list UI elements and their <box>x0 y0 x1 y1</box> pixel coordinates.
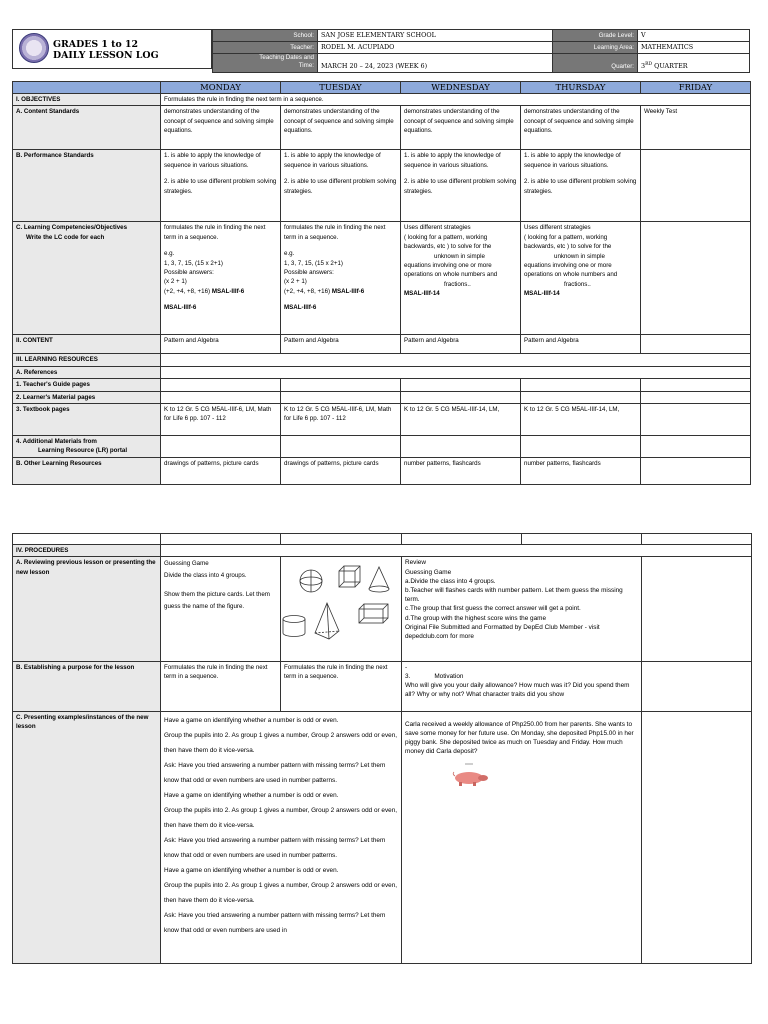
day-tuesday: TUESDAY <box>281 82 401 94</box>
other-resources-row <box>13 457 751 484</box>
competencies-label-line-1: C. Learning Competencies/Objectives <box>16 224 128 232</box>
motivation-question: Who will give you your daily allowance? How much was it? Did you spend them all? Why or why not? What character traits did you show <box>405 682 630 699</box>
deped-seal-icon <box>19 33 49 63</box>
school-label: School: <box>213 30 318 42</box>
textbook-wednesday: K to 12 Gr. 5 CG M5AL-IIIf-14, LM, <box>401 404 521 436</box>
competency-eg: e.g. <box>164 250 175 258</box>
content-monday: Pattern and Algebra <box>161 335 281 354</box>
purpose-friday <box>642 661 752 711</box>
day-thursday: THURSDAY <box>521 82 641 94</box>
title-line-1: GRADES 1 to 12 <box>53 39 139 50</box>
competencies-label-line-2: Write the LC code for each <box>26 233 105 241</box>
competency-answer-2-text: (+2, +4, +8, +16) <box>284 287 332 295</box>
cylinder-icon <box>283 616 305 637</box>
objectives-table <box>12 81 751 485</box>
competency-answer-2 <box>284 287 397 296</box>
additional-materials-line-2: Learning Resource (LR) portal <box>38 447 128 455</box>
competency-answer-1: (x 2 + 1) <box>284 278 307 286</box>
purpose-wednesday-thursday <box>402 661 642 711</box>
review-tuesday-figures <box>281 557 402 661</box>
dates-value: MARCH 20 – 24, 2023 (WEEK 6) <box>318 54 553 73</box>
motivation-heading <box>405 672 638 681</box>
quarter-word: QUARTER <box>652 62 688 70</box>
competencies-friday <box>641 222 751 335</box>
presenting-examples-row <box>13 711 752 963</box>
content-label: II. CONTENT <box>13 335 161 354</box>
content-thursday: Pattern and Algebra <box>521 335 641 354</box>
presenting-examples-wednesday-thursday <box>402 711 642 963</box>
competencies-wednesday <box>401 222 521 335</box>
sphere-icon <box>300 570 322 592</box>
grade-label: Grade Level: <box>553 30 638 42</box>
rectangular-prism-icon <box>359 604 388 623</box>
references-label: A. References <box>13 366 161 378</box>
review-label: A. Reviewing previous lesson or presenting the new lesson <box>13 557 161 661</box>
textbook-tuesday: K to 12 Gr. 5 CG M5AL-IIIf-6, LM, Math for Life 6 pp. 107 - 112 <box>281 404 401 436</box>
competency-rule: formulates the rule in finding the next term in a sequence. <box>164 224 266 241</box>
day-header-blank <box>13 82 161 94</box>
grade-value: V <box>638 30 750 42</box>
teacher-value: RODEL M. ACUPIADO <box>318 42 553 54</box>
objectives-row <box>13 94 751 106</box>
competency-strategy-4: equations involving one or more operations on whole numbers and <box>524 262 618 279</box>
performance-point-1: 1. is able to apply the knowledge of sequence in various situations. <box>284 152 381 169</box>
cone-icon <box>369 567 389 592</box>
area-value: MATHEMATICS <box>638 42 750 54</box>
other-resources-tuesday: drawings of patterns, picture cards <box>281 457 401 484</box>
competency-sequence: 1, 3, 7, 15, (15 x 2+1) <box>284 259 343 267</box>
competency-rule: formulates the rule in finding the next term in a sequence. <box>284 224 386 241</box>
purpose-monday: Formulates the rule in finding the next term in a sequence. <box>161 661 281 711</box>
resources-blank <box>161 354 751 366</box>
document-title <box>53 39 159 61</box>
odd-even-grouping: Group the pupils into 2. As group 1 gives a number, Group 2 answers odd or even, then have them do it vice-versa. <box>164 881 398 904</box>
dates-label <box>213 54 318 73</box>
resources-label: III. LEARNING RESOURCES <box>13 354 161 366</box>
day-monday: MONDAY <box>161 82 281 94</box>
quarter-suffix-sup: RD <box>645 61 653 67</box>
day-friday: FRIDAY <box>641 82 751 94</box>
other-resources-label: B. Other Learning Resources <box>13 457 161 484</box>
presenting-examples-label: C. Presenting examples/instances of the new lesson <box>13 711 161 963</box>
performance-point-1: 1. is able to apply the knowledge of sequence in various situations. <box>404 152 501 169</box>
procedures-spacer-row <box>13 534 752 545</box>
review-row <box>13 557 752 661</box>
competency-code-repeat: MSAL-IIIf-6 <box>284 304 317 312</box>
content-standards-thursday: demonstrates understanding of the concept of sequence and solving simple equations. <box>521 106 641 150</box>
quarter-number: 3 <box>641 62 646 70</box>
review-friday <box>642 557 752 661</box>
odd-even-grouping: Group the pupils into 2. As group 1 gives a number, Group 2 answers odd or even, then have them do it vice-versa. <box>164 806 398 829</box>
competency-strategy-5: fractions.. <box>564 280 591 288</box>
title-line-2: DAILY LESSON LOG <box>53 50 159 62</box>
resources-row <box>13 354 751 366</box>
performance-point-1: 1. is able to apply the knowledge of sequence in various situations. <box>524 152 621 169</box>
odd-even-game: Have a game on identifying whether a number is odd or even. <box>164 866 339 874</box>
day-header-row <box>13 82 751 94</box>
review-step-c: c.The group that first guess the correct answer will get a point. <box>405 605 581 613</box>
competency-strategy-1: Uses different strategies <box>404 224 471 232</box>
teachers-guide-row <box>13 379 751 391</box>
odd-even-game: Have a game on identifying whether a number is odd or even. <box>164 791 339 799</box>
odd-even-game: Have a game on identifying whether a number is odd or even. <box>164 716 339 724</box>
textbook-thursday: K to 12 Gr. 5 CG M5AL-IIIf-14, LM, <box>521 404 641 436</box>
competency-strategy-3: unknown in simple <box>554 252 605 260</box>
competencies-monday <box>161 222 281 335</box>
competency-strategy-3: unknown in simple <box>434 252 485 260</box>
odd-even-grouping: Group the pupils into 2. As group 1 gives a number, Group 2 answers odd or even, then have them do it vice-versa. <box>164 731 398 754</box>
pyramid-icon <box>315 603 339 639</box>
performance-point-2: 2. is able to use different problem solving strategies. <box>164 178 277 195</box>
performance-standards-row <box>13 150 751 222</box>
other-resources-monday: drawings of patterns, picture cards <box>161 457 281 484</box>
review-step-a: a.Divide the class into 4 groups. <box>405 577 496 585</box>
day-wednesday: WEDNESDAY <box>401 82 521 94</box>
learners-material-row <box>13 391 751 403</box>
cube-icon <box>339 566 360 587</box>
competency-code-thu: MSAL-IIIf-14 <box>524 290 560 298</box>
textbook-label: 3. Textbook pages <box>13 404 161 436</box>
competency-strategy-4: equations involving one or more operations on whole numbers and <box>404 262 498 279</box>
content-standards-row <box>13 106 751 150</box>
performance-point-2: 2. is able to use different problem solving strategies. <box>524 178 637 195</box>
objectives-summary: Formulates the rule in finding the next term in a sequence. <box>161 94 751 106</box>
review-game-title: Guessing Game <box>405 568 452 576</box>
review-step-b: b.Teacher will flashes cards with number pattern. Let them guess the missing term. <box>405 587 623 604</box>
purpose-tuesday: Formulates the rule in finding the next term in a sequence. <box>281 661 402 711</box>
review-wednesday-thursday <box>402 557 642 661</box>
competency-strategy-2: ( looking for a pattern, working backwards, etc ) to solve for the <box>404 233 492 251</box>
other-resources-friday <box>641 457 751 484</box>
content-tuesday: Pattern and Algebra <box>281 335 401 354</box>
competency-possible-answers: Possible answers: <box>284 269 334 277</box>
title-box <box>12 29 212 69</box>
additional-materials-label <box>13 436 161 458</box>
procedures-blank <box>161 545 752 557</box>
performance-standards-label: B. Performance Standards <box>13 150 161 222</box>
dates-label-line-2: Time: <box>298 62 314 69</box>
competency-strategy-5: fractions.. <box>444 280 471 288</box>
area-label: Learning Area: <box>553 42 638 54</box>
textbook-row <box>13 404 751 436</box>
dates-label-line-1: Teaching Dates and <box>259 54 314 61</box>
references-row <box>13 366 751 378</box>
content-friday <box>641 335 751 354</box>
carla-allowance-problem: Carla received a weekly allowance of Php250.00 from her parents. She wants to save some money for her future use. On Monday, she deposited Php15.00 in her piggy bank. She deposited twice as much on Tuesday and Friday. How much money did Carla deposit? <box>405 720 634 756</box>
motivation-title: Motivation <box>434 673 464 681</box>
presenting-examples-friday <box>642 711 752 963</box>
performance-point-1: 1. is able to apply the knowledge of sequence in various situations. <box>164 152 261 169</box>
quarter-label: Quarter: <box>553 54 638 73</box>
geometric-figures-drawing <box>281 557 401 657</box>
objectives-label: I. OBJECTIVES <box>13 94 161 106</box>
references-blank <box>161 366 751 378</box>
competency-code-repeat: MSAL-IIIf-6 <box>164 304 197 312</box>
school-value: SAN JOSE ELEMENTARY SCHOOL <box>318 30 553 42</box>
content-standards-tuesday: demonstrates understanding of the concept of sequence and solving simple equations. <box>281 106 401 150</box>
review-source-note: Original File Submitted and Formatted by DepEd Club Member - visit depedclub.com for more <box>405 623 600 641</box>
performance-point-2: 2. is able to use different problem solving strategies. <box>404 178 517 195</box>
purpose-dash: - <box>405 663 408 671</box>
quarter-value <box>638 54 750 73</box>
competency-answer-2-text: (+2, +4, +8, +16) <box>164 287 212 295</box>
competency-code: MSAL-IIIf-6 <box>331 287 365 295</box>
other-resources-thursday: number patterns, flashcards <box>521 457 641 484</box>
odd-even-ask: Ask: Have you tried answering a number pattern with missing terms? Let them know that odd or even numbers are used in <box>164 911 386 934</box>
content-standards-label: A. Content Standards <box>13 106 161 150</box>
competency-answer-1: (x 2 + 1) <box>164 278 187 286</box>
procedures-row <box>13 545 752 557</box>
procedures-label: IV. PROCEDURES <box>13 545 161 557</box>
competencies-label <box>13 222 161 335</box>
content-wednesday: Pattern and Algebra <box>401 335 521 354</box>
competency-code: MSAL-IIIf-6 <box>211 287 245 295</box>
content-row <box>13 335 751 354</box>
other-resources-wednesday: number patterns, flashcards <box>401 457 521 484</box>
competencies-thursday <box>521 222 641 335</box>
performance-standards-tuesday <box>281 150 401 222</box>
review-monday <box>161 557 281 661</box>
additional-materials-line-1: 4. Additional Materials from <box>16 438 97 446</box>
performance-standards-wednesday <box>401 150 521 222</box>
performance-standards-monday <box>161 150 281 222</box>
content-standards-friday: Weekly Test <box>641 106 751 150</box>
competency-sequence: 1, 3, 7, 15, (15 x 2+1) <box>164 259 223 267</box>
header-info-table <box>212 29 750 73</box>
review-step-d: d.The group with the highest score wins the game <box>405 614 547 622</box>
review-title: Review <box>405 559 426 567</box>
procedures-table <box>12 533 752 964</box>
odd-even-ask: Ask: Have you tried answering a number pattern with missing terms? Let them know that odd or even numbers are used in number patterns. <box>164 836 386 859</box>
motivation-number: 3. <box>405 673 411 681</box>
learners-material-label: 2. Learner's Material pages <box>13 391 161 403</box>
purpose-row <box>13 661 752 711</box>
teacher-label: Teacher: <box>213 42 318 54</box>
textbook-friday <box>641 404 751 436</box>
content-standards-wednesday: demonstrates understanding of the concept of sequence and solving simple equations. <box>401 106 521 150</box>
guessing-game-title: Guessing Game <box>164 560 209 568</box>
presenting-examples-monday-tuesday <box>161 711 402 963</box>
guessing-game-step-1: Divide the class into 4 groups. <box>164 572 247 580</box>
performance-standards-thursday <box>521 150 641 222</box>
competencies-tuesday <box>281 222 401 335</box>
teachers-guide-label: 1. Teacher's Guide pages <box>13 379 161 391</box>
competency-eg: e.g. <box>284 250 295 258</box>
odd-even-ask: Ask: Have you tried answering a number pattern with missing terms? Let them know that odd or even numbers are used in number patterns. <box>164 761 386 784</box>
content-standards-monday: demonstrates understanding of the concept of sequence and solving simple equations. <box>161 106 281 150</box>
competencies-row <box>13 222 751 335</box>
additional-materials-row <box>13 436 751 458</box>
textbook-monday: K to 12 Gr. 5 CG M5AL-IIIf-6, LM, Math for Life 6 pp. 107 - 112 <box>161 404 281 436</box>
competency-answer-2 <box>164 287 277 296</box>
guessing-game-step-2: Show them the picture cards. Let them guess the name of the figure. <box>164 591 270 611</box>
performance-point-2: 2. is able to use different problem solving strategies. <box>284 178 397 195</box>
purpose-label: B. Establishing a purpose for the lesson <box>13 661 161 711</box>
competency-code-wed: MSAL-IIIf-14 <box>404 290 440 298</box>
piggy-bank-icon <box>445 761 505 791</box>
performance-standards-friday <box>641 150 751 222</box>
competency-possible-answers: Possible answers: <box>164 269 214 277</box>
competency-strategy-1: Uses different strategies <box>524 224 591 232</box>
competency-strategy-2: ( looking for a pattern, working backwards, etc ) to solve for the <box>524 233 612 251</box>
